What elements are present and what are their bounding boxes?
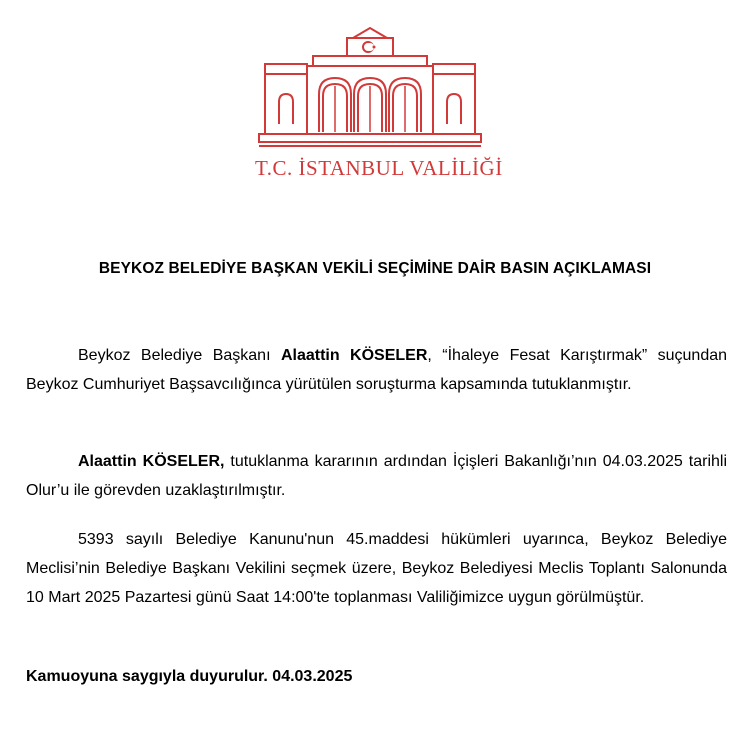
paragraph-3-text: 5393 sayılı Belediye Kanunu'nun 45.maddesi hükümleri uyarınca, Beykoz Belediye Meclisi’nin Belediye Başkanı Vekilini seçmek üzere, Beykoz Belediyesi Meclis Toplantı Salonunda 10 Mart 2025 Pazartesi günü Saat 14:00'te toplanması Valiliğimizce uygun görülmüştür. [26,531,727,606]
building-emblem-icon [255,24,485,154]
istanbul-valiligi-logo [255,24,503,184]
document-title: BEYKOZ BELEDİYE BAŞKAN VEKİLİ SEÇİMİNE DAİR BASIN AÇIKLAMASI [98,260,652,277]
paragraph-1 [26,341,727,399]
paragraph-2 [26,447,727,505]
closing-line: Kamuoyuna saygıyla duyurulur. 04.03.2025 [26,668,353,685]
paragraph-3 [26,525,727,612]
paragraph-1-name: Alaattin KÖSELER [280,347,428,364]
logo-caption: T.C. İSTANBUL VALİLİĞİ [255,156,503,180]
paragraph-2-post: tutuklanma kararının ardından İçişleri Bakanlığı’nın 04.03.2025 tarihli Olur’u ile görevden uzaklaştırılmıştır. [26,453,727,499]
paragraph-1-post: , “İhaleye Fesat Karıştırmak” suçundan Beykoz Cumhuriyet Başsavcılığınca yürütülen soruşturma kapsamında tutuklanmıştır. [26,347,728,393]
paragraph-1-pre: Beykoz Belediye Başkanı [78,347,281,364]
paragraph-2-name: Alaattin KÖSELER, [78,453,225,470]
